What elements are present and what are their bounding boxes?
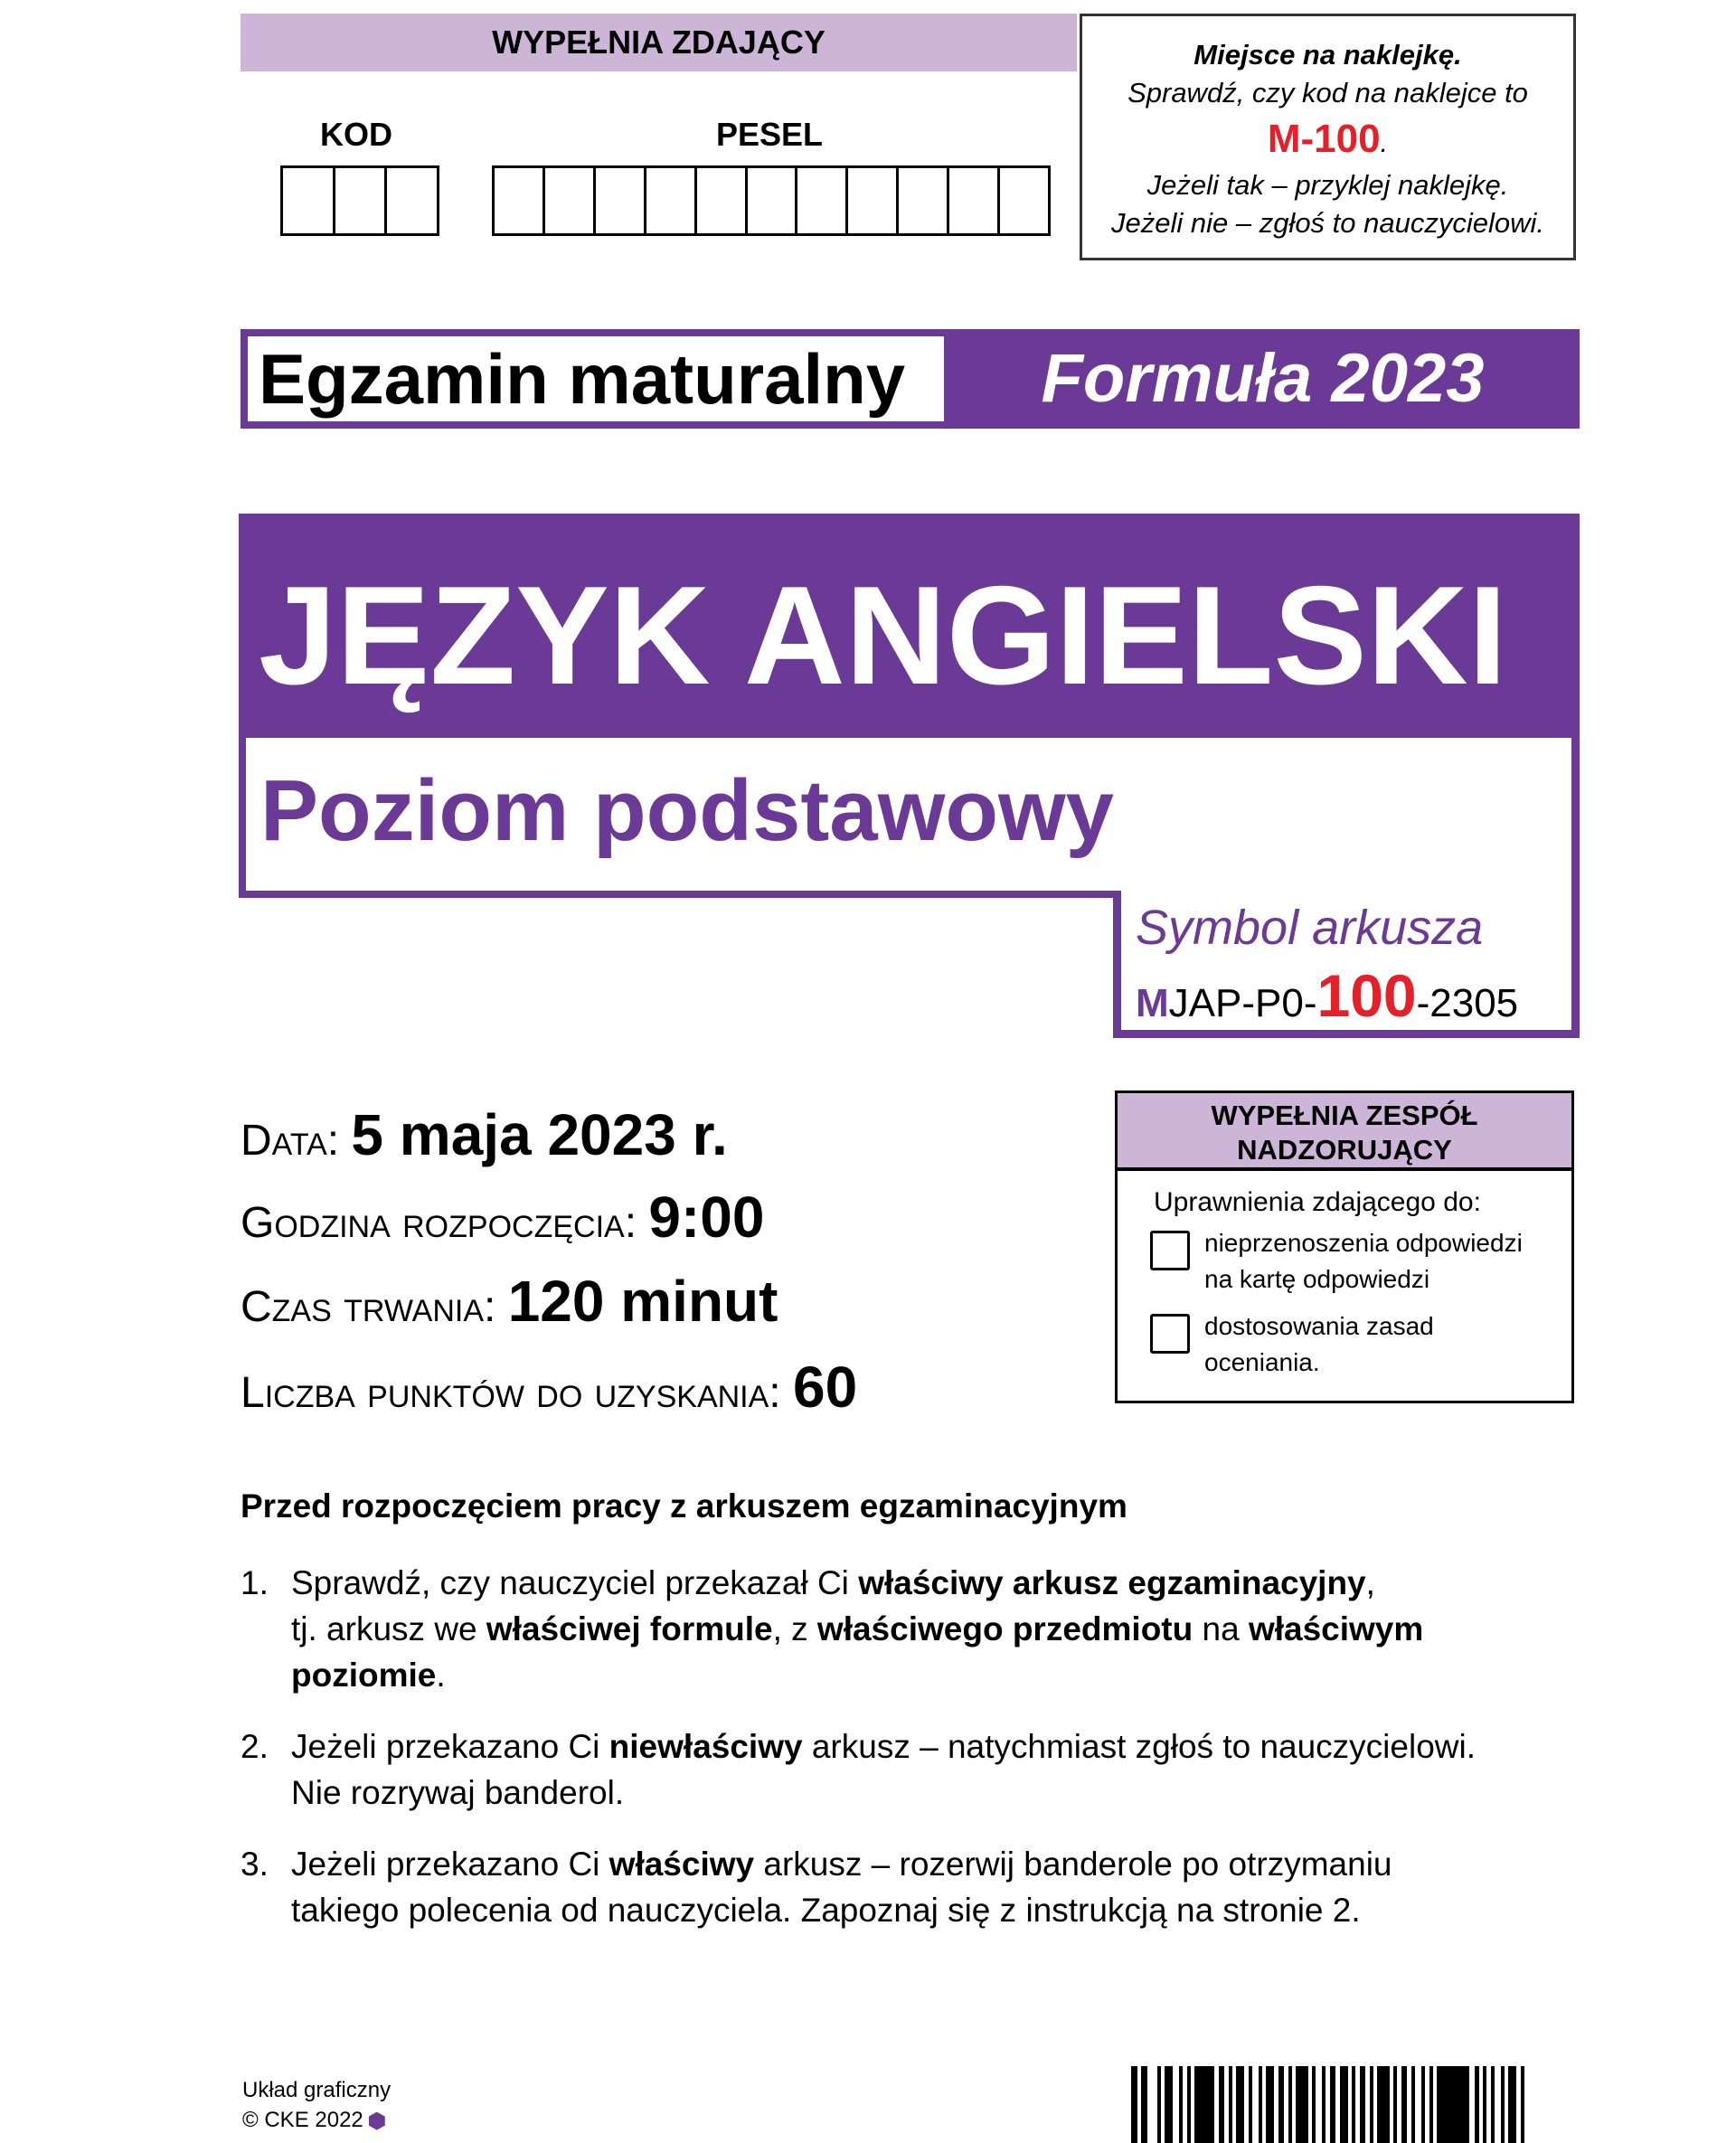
info-label: Liczba punktów do uzyskania: [241, 1369, 781, 1417]
sticker-code-suffix: . [1380, 127, 1389, 158]
pesel-label: PESEL [716, 116, 824, 153]
item-number: 1. [241, 1564, 269, 1601]
text-bold: właściwej formule [486, 1610, 773, 1647]
text: na [1193, 1610, 1249, 1647]
option-line: dostosowania zasad [1204, 1312, 1434, 1340]
pesel-cell[interactable] [797, 168, 848, 233]
barcode-bar [1360, 2066, 1366, 2143]
barcode-bar [1131, 2066, 1137, 2143]
text: tj. arkusz we [291, 1610, 486, 1647]
info-label: Czas trwania: [241, 1283, 496, 1331]
pesel-cell[interactable] [646, 168, 697, 233]
text: Jeżeli przekazano Ci [291, 1728, 609, 1765]
exam-formula: Formuła 2023 [1041, 340, 1485, 417]
symbol-prefix: JAP-P0- [1168, 981, 1317, 1025]
sticker-code: M-100 [1267, 117, 1381, 161]
text: takiego polecenia od nauczyciela. Zapoznaj się z instrukcją na stronie 2. [291, 1892, 1361, 1929]
text-bold: właściwym poziomie [291, 1610, 1424, 1694]
candidate-header: WYPEŁNIA ZDAJĄCY [241, 14, 1077, 71]
info-value: 120 minut [507, 1269, 778, 1334]
subject-title: JĘZYK ANGIELSKI [259, 557, 1507, 713]
option2-label [1204, 1308, 1434, 1381]
text: Nie rozrywaj banderol. [291, 1774, 625, 1811]
barcode-bar [1437, 2066, 1468, 2143]
barcode-bar [1165, 2066, 1173, 2143]
text: arkusz – natychmiast zgłoś to nauczycielowi. [802, 1728, 1476, 1765]
info-value: 60 [793, 1355, 858, 1420]
info-label: Godzina rozpoczęcia: [241, 1199, 637, 1247]
symbol-prefix-m: M [1136, 981, 1169, 1025]
pesel-cell[interactable] [545, 168, 596, 233]
pesel-cell[interactable] [848, 168, 899, 233]
barcode-bar [1278, 2066, 1285, 2143]
barcode-gap [1147, 2066, 1157, 2143]
text: , [1365, 1564, 1375, 1601]
supervisor-header [1118, 1093, 1571, 1171]
pesel-cell[interactable] [899, 168, 949, 233]
instruction-item [241, 1560, 1561, 1698]
barcode-bar [1377, 2066, 1389, 2143]
pesel-input[interactable] [492, 165, 1051, 236]
option1-checkbox[interactable] [1150, 1231, 1190, 1270]
sticker-line1: Miejsce na naklejkę. [1194, 39, 1462, 71]
pesel-cell[interactable] [495, 168, 545, 233]
footer-layout: Układ graficzny [242, 2078, 392, 2102]
text-bold: właściwy arkusz egzaminacyjny [858, 1564, 1366, 1601]
pesel-cell[interactable] [697, 168, 748, 233]
barcode-bar [1330, 2066, 1336, 2143]
text-bold: właściwy [609, 1846, 755, 1883]
level-box [246, 738, 1571, 891]
exam-type: Egzamin maturalny [248, 336, 944, 421]
barcode-gap [1469, 2066, 1476, 2143]
info-value: 5 maja 2023 r. [351, 1102, 728, 1167]
symbol-label: Symbol arkusza [1136, 901, 1484, 955]
sticker-box [1080, 14, 1576, 260]
barcode-bar [1266, 2066, 1274, 2143]
info-date [241, 1101, 728, 1168]
symbol-number: 100 [1316, 962, 1417, 1029]
sticker-line4: Jeżeli nie – zgłoś to nauczycielowi. [1110, 207, 1545, 239]
barcode-bar [1219, 2066, 1225, 2143]
barcode-bar [1521, 2066, 1524, 2143]
kod-input[interactable] [280, 165, 439, 236]
supervisor-box [1115, 1090, 1574, 1403]
item-number: 3. [241, 1846, 269, 1883]
option2-checkbox[interactable] [1150, 1314, 1190, 1354]
pesel-cell[interactable] [748, 168, 798, 233]
kod-cell[interactable] [283, 168, 335, 233]
sticker-line2: Sprawdź, czy kod na naklejce to [1127, 77, 1528, 109]
supervisor-header-line: NADZORUJĄCY [1237, 1134, 1452, 1166]
supervisor-subtitle: Uprawnienia zdającego do: [1154, 1187, 1481, 1217]
sticker-line3: Jeżeli tak – przyklej naklejkę. [1146, 169, 1509, 201]
text: , z [772, 1610, 817, 1647]
info-points [241, 1354, 857, 1421]
info-start-time [241, 1184, 764, 1251]
option1-label [1204, 1225, 1523, 1298]
text: Sprawdź, czy nauczyciel przekazał Ci [291, 1564, 859, 1601]
barcode-gap [1415, 2066, 1421, 2143]
barcode-bar [1401, 2066, 1408, 2143]
kod-cell[interactable] [387, 168, 437, 233]
instructions-heading: Przed rozpoczęciem pracy z arkuszem egzaminacyjnym [241, 1487, 1127, 1525]
instruction-item [241, 1841, 1561, 1933]
supervisor-header-line: WYPEŁNIA ZESPÓŁ [1211, 1100, 1478, 1131]
kod-cell[interactable] [335, 168, 388, 233]
barcode-bar [1296, 2066, 1307, 2143]
pesel-cell[interactable] [1000, 168, 1048, 233]
kod-label: KOD [320, 116, 392, 153]
subject-block [239, 514, 1580, 898]
symbol-suffix: -2305 [1416, 981, 1519, 1025]
text-bold: niewłaściwy [609, 1728, 803, 1765]
barcode-bar [1340, 2066, 1348, 2143]
copyright-text: © CKE 2022 [242, 2108, 363, 2132]
info-label: Data: [241, 1117, 340, 1165]
barcode-bar [1194, 2066, 1214, 2143]
exam-banner [241, 329, 1580, 429]
symbol-code [1136, 961, 1518, 1030]
info-duration [241, 1268, 778, 1335]
cke-hexagon-icon [369, 2112, 385, 2130]
subject-level: Poziom podstawowy [260, 762, 1115, 859]
barcode-bar [1141, 2066, 1147, 2143]
option-line: oceniania. [1204, 1348, 1320, 1376]
item-number: 2. [241, 1728, 269, 1765]
instruction-item [241, 1723, 1561, 1816]
barcode-gap [1495, 2066, 1501, 2143]
info-value: 9:00 [648, 1185, 765, 1250]
sheet-symbol-box [1113, 891, 1580, 1038]
barcode-gap [1316, 2066, 1322, 2143]
option-line: na kartę odpowiedzi [1204, 1265, 1430, 1293]
text-bold: właściwego przedmiotu [816, 1610, 1194, 1647]
footer-copyright [242, 2108, 385, 2133]
option-line: nieprzenoszenia odpowiedzi [1204, 1229, 1523, 1257]
barcode [1131, 2066, 1557, 2143]
pesel-cell[interactable] [596, 168, 646, 233]
barcode-gap [1252, 2066, 1259, 2143]
text: arkusz – rozerwij banderole po otrzymaniu [754, 1846, 1392, 1883]
text: Jeżeli przekazano Ci [291, 1846, 609, 1883]
barcode-bar [1508, 2066, 1516, 2143]
barcode-gap [1173, 2066, 1179, 2143]
text: . [436, 1657, 446, 1694]
pesel-cell[interactable] [949, 168, 1000, 233]
barcode-bar [1236, 2066, 1244, 2143]
